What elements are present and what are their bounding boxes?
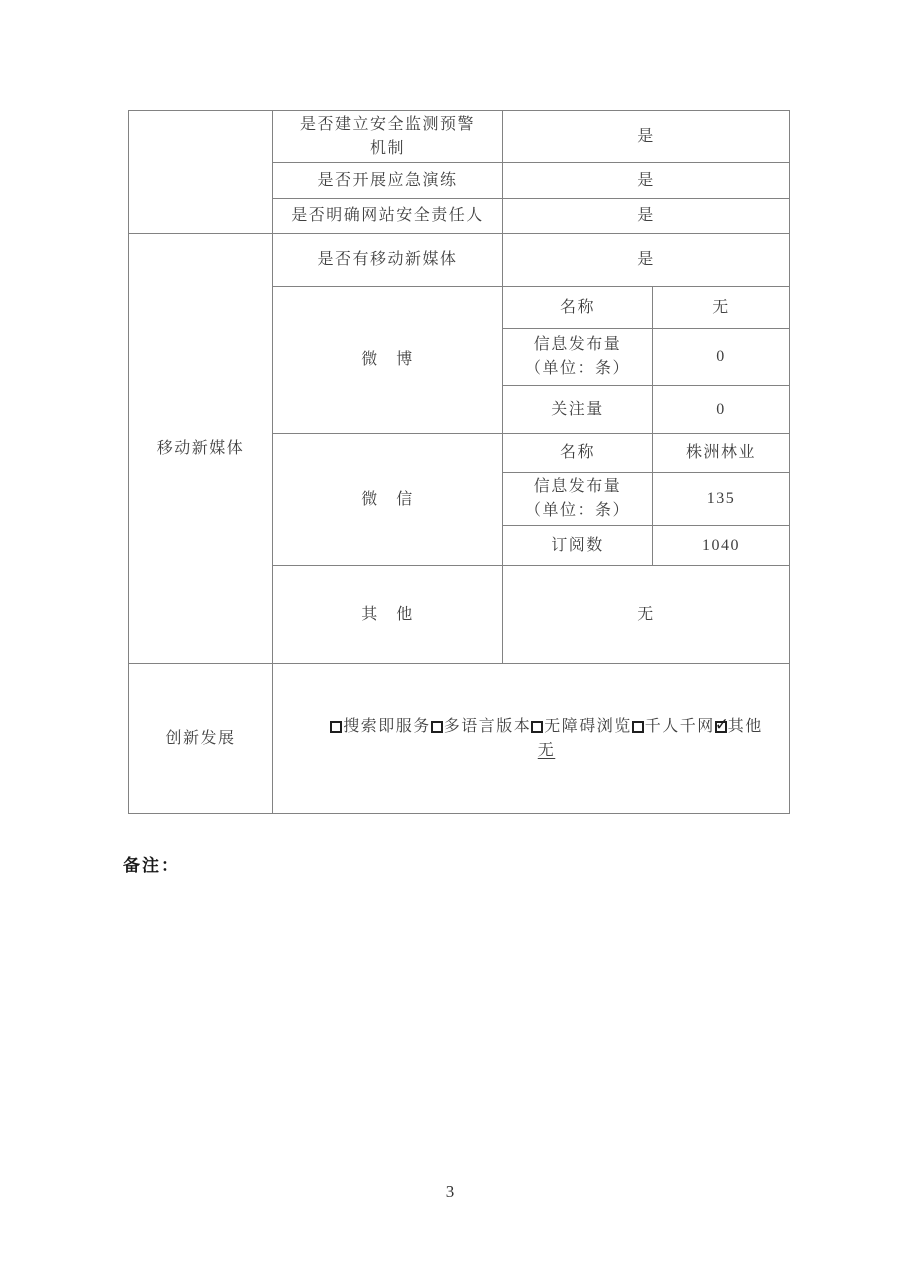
innovation-option-multilang [431, 718, 532, 735]
annual-report-table [128, 110, 790, 814]
innovation-option-personalized [632, 718, 715, 735]
emergency-drill-value: 是 [503, 163, 790, 199]
innovation-option-other [715, 718, 763, 735]
wechat-volume-value: 135 [653, 473, 790, 526]
checkbox-icon[interactable] [330, 721, 342, 733]
wechat-subscriptions-label: 订阅数 [503, 526, 653, 566]
emergency-drill-label: 是否开展应急演练 [273, 163, 503, 199]
wechat-volume-label-line2: （单位：条） [524, 502, 630, 519]
checkbox-icon[interactable] [531, 721, 543, 733]
wechat-volume-label-line1: 信息发布量 [533, 478, 622, 495]
mobile-media-section-label: 移动新媒体 [129, 234, 273, 664]
other-media-value: 无 [503, 566, 790, 664]
security-officer-label: 是否明确网站安全责任人 [273, 199, 503, 234]
wechat-name-value: 株洲林业 [653, 434, 790, 473]
security-warning-label [273, 111, 503, 163]
innovation-option-label: 多语言版本 [443, 717, 532, 735]
innovation-section-label: 创新发展 [129, 664, 273, 814]
security-warning-value: 是 [503, 111, 790, 163]
weibo-name-label: 名称 [503, 287, 653, 329]
other-media-label: 其 他 [273, 566, 503, 664]
table-row [129, 234, 790, 287]
weibo-volume-label-line1: 信息发布量 [533, 336, 622, 353]
has-mobile-media-value: 是 [503, 234, 790, 287]
security-officer-value: 是 [503, 199, 790, 234]
wechat-subscriptions-value: 1040 [653, 526, 790, 566]
security-warning-label-line1: 是否建立安全监测预警 [299, 115, 475, 133]
innovation-content-cell [273, 664, 790, 814]
innovation-option-label: 无障碍浏览 [544, 717, 632, 735]
innovation-option-label: 千人千网 [644, 717, 715, 735]
innovation-other-value: 无 [537, 741, 556, 759]
checkbox-icon[interactable] [431, 721, 443, 733]
weibo-name-value: 无 [653, 287, 790, 329]
weibo-followers-value: 0 [653, 386, 790, 434]
page-number: 3 [445, 1182, 455, 1201]
innovation-option-search [330, 718, 431, 735]
weibo-volume-value: 0 [653, 329, 790, 386]
weibo-volume-label-line2: （单位：条） [524, 360, 630, 377]
innovation-option-accessibility [531, 718, 632, 735]
security-section-label-cell [129, 111, 273, 234]
table-row [129, 664, 790, 814]
security-warning-label-line2: 机制 [369, 139, 405, 157]
innovation-option-label: 搜索即服务 [343, 717, 431, 735]
wechat-name-label: 名称 [503, 434, 653, 473]
weibo-volume-label [503, 329, 653, 386]
checkbox-icon[interactable] [715, 721, 727, 733]
innovation-options-line [308, 715, 785, 739]
wechat-group-label: 微 信 [273, 434, 503, 566]
table-row [129, 111, 790, 163]
checkbox-icon[interactable] [632, 721, 644, 733]
wechat-volume-label [503, 473, 653, 526]
has-mobile-media-label: 是否有移动新媒体 [273, 234, 503, 287]
weibo-followers-label: 关注量 [503, 386, 653, 434]
weibo-group-label: 微 博 [273, 287, 503, 434]
notes-label: 备注： [123, 856, 180, 875]
innovation-option-label: 其他 [727, 717, 763, 735]
